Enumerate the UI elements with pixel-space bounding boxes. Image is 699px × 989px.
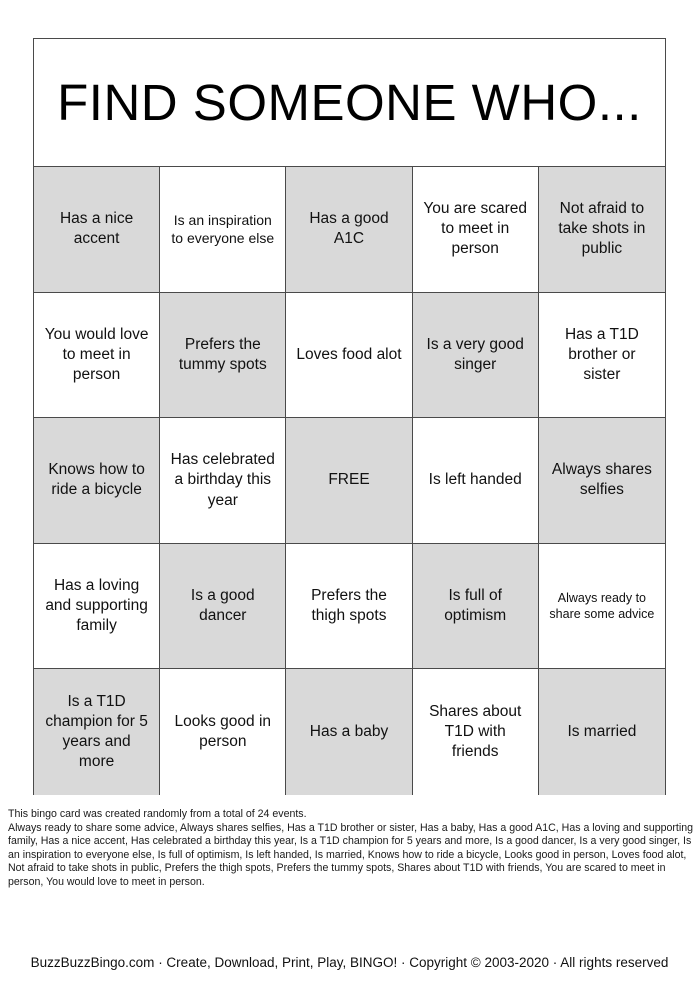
bingo-cell <box>160 418 286 544</box>
bingo-cell <box>160 544 286 670</box>
bingo-grid <box>34 167 665 795</box>
bingo-cell <box>34 293 160 419</box>
bingo-cell <box>539 167 665 293</box>
card-notes <box>8 808 693 890</box>
bingo-cell-label: Prefers the thigh spots <box>311 586 387 625</box>
page-title: FIND SOMEONE WHO... <box>34 39 665 167</box>
bingo-cell <box>34 544 160 670</box>
card-summary-text: This bingo card was created randomly from a total of 24 events. <box>8 808 307 820</box>
bingo-cell-label: Not afraid to take shots in public <box>558 200 646 258</box>
bingo-cell-label: You would love to meet in person <box>44 325 149 383</box>
bingo-cell <box>160 167 286 293</box>
bingo-cell <box>413 544 539 670</box>
bingo-cell-label: Is left handed <box>428 471 522 489</box>
bingo-cell-label: You are scared to meet in person <box>423 200 528 258</box>
events-list-text: Always ready to share some advice, Always shares selfies, Has a T1D brother or sister, Has a baby, Has a good A1C, Has a loving and supporting family, Has a nice accent, Has celebrated a birthday this year, Is a T1D champion for 5 years and more, Is a good dancer, Is a very good singer, Is an inspiration to everyone else, Is full of optimism, Is left handed, Is married, Knows how to ride a bicycle, Looks good in person, Loves food alot, Not afraid to take shots in public, Prefers the thigh spots, Prefers the tummy spots, Shares about T1D with friends, You are scared to meet in person, You would love to meet in person. <box>8 821 694 888</box>
bingo-cell <box>34 669 160 795</box>
bingo-cell-label: Shares about T1D with friends <box>429 702 522 761</box>
bingo-cell <box>286 544 412 670</box>
bingo-cell-label: Has a baby <box>309 723 389 741</box>
bingo-cell <box>34 418 160 544</box>
copyright-text: · Create, Download, Print, Play, BINGO! · Copyright © 2003-2020 · All rights reserved <box>154 955 669 970</box>
bingo-cell-label: Is full of optimism <box>444 586 507 625</box>
bingo-cell-label: Loves food alot <box>296 345 402 363</box>
bingo-cell <box>34 167 160 293</box>
copyright-bar <box>0 955 699 970</box>
bingo-cell-label: Always shares selfies <box>551 461 652 499</box>
bingo-cell-label: Always ready to share some advice <box>549 590 655 622</box>
bingo-cell-label: Has a T1D brother or sister <box>564 325 639 383</box>
bingo-cell-label: Is married <box>567 723 637 741</box>
bingo-cell-label: Has a good A1C <box>309 210 389 248</box>
bingo-cell <box>413 167 539 293</box>
bingo-card <box>33 38 666 795</box>
bingo-cell-label: Is a very good singer <box>426 335 524 373</box>
bingo-cell <box>286 669 412 795</box>
bingo-cell <box>413 669 539 795</box>
bingo-cell <box>160 669 286 795</box>
bingo-cell <box>539 544 665 670</box>
bingo-cell <box>286 293 412 419</box>
bingo-cell <box>539 418 665 544</box>
bingo-cell <box>160 293 286 419</box>
site-link[interactable]: BuzzBuzzBingo.com <box>30 955 155 970</box>
bingo-cell-label: Is an inspiration to everyone else <box>171 212 275 247</box>
bingo-cell-label: FREE <box>328 471 370 489</box>
bingo-cell <box>413 418 539 544</box>
bingo-cell-label: Has celebrated a birthday this year <box>170 451 275 509</box>
bingo-cell-label: Has a nice accent <box>59 210 134 248</box>
bingo-cell-label: Looks good in person <box>174 713 272 751</box>
bingo-cell <box>286 167 412 293</box>
bingo-cell-label: Is a good dancer <box>190 586 255 625</box>
bingo-cell-label: Prefers the tummy spots <box>178 335 267 373</box>
bingo-cell-label: Knows how to ride a bicycle <box>48 461 145 499</box>
bingo-cell <box>539 669 665 795</box>
bingo-cell-label: Is a T1D champion for 5 years and more <box>45 692 148 771</box>
bingo-cell-free <box>286 418 412 544</box>
bingo-cell-label: Has a loving and supporting family <box>45 576 148 635</box>
bingo-cell <box>539 293 665 419</box>
bingo-cell <box>413 293 539 419</box>
